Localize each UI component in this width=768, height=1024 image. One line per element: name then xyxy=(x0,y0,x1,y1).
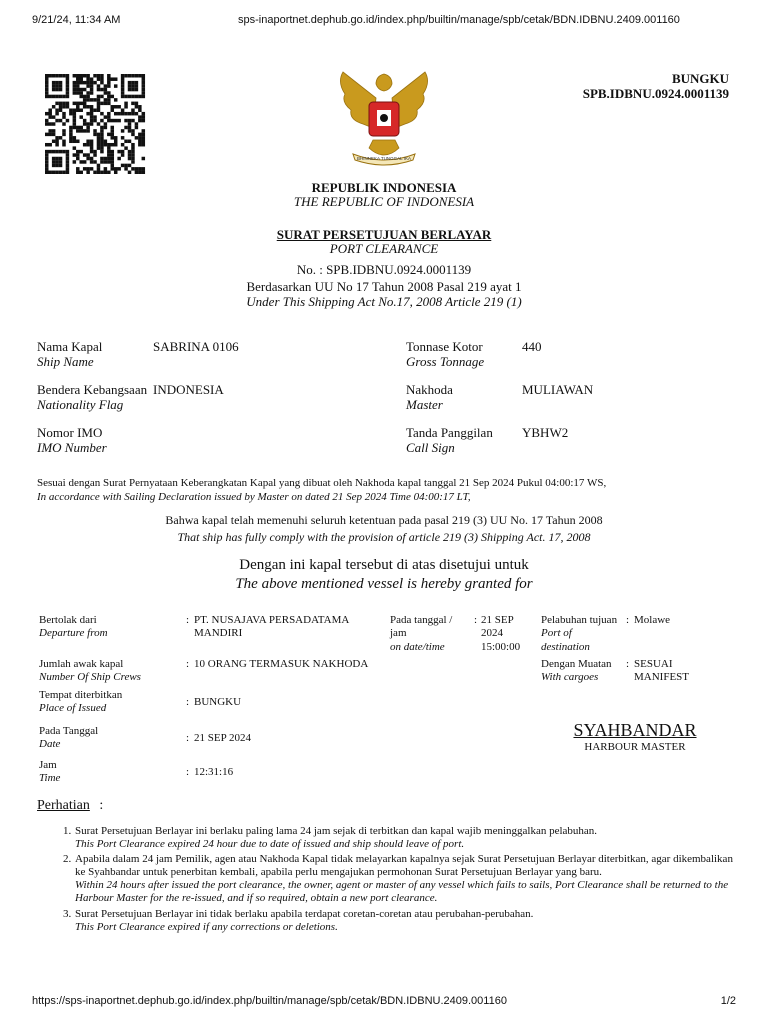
legal-basis: Berdasarkan UU No 17 Tahun 2008 Pasal 219 ayat 1 xyxy=(246,279,522,294)
country-title: REPUBLIK INDONESIA xyxy=(311,180,457,195)
date-label: Pada tanggal / xyxy=(390,614,453,626)
issue-date-label-en: Date xyxy=(39,738,61,750)
document-title-en: PORT CLEARANCE xyxy=(329,241,439,256)
call-sign-value: YBHW2 xyxy=(522,425,569,440)
issued-place-value: BUNGKU xyxy=(194,696,242,708)
issued-place-label: Tempat diterbitkan xyxy=(39,689,123,701)
print-url: sps-inaportnet.dephub.go.id/index.php/builtin/manage/spb/cetak/BDN.IDBNU.2409.001160 xyxy=(238,14,680,26)
date-colon: : xyxy=(474,614,478,626)
call-sign-label: Tanda Panggilan xyxy=(406,425,493,440)
cargo-colon: : xyxy=(626,658,630,670)
flag-label: Bendera Kebangsaan xyxy=(37,382,148,397)
time-colon: : xyxy=(186,766,190,778)
date-label-en: on date/time xyxy=(390,641,445,653)
flag-label-en: Nationality Flag xyxy=(37,397,124,412)
destination-label-en: Port of xyxy=(541,627,572,639)
destination-colon: : xyxy=(626,614,630,626)
declaration-text-en: In accordance with Sailing Declaration issued by Master on dated 21 Sep 2024 Time 04:00:17 LT, xyxy=(37,491,471,503)
print-datetime: 9/21/24, 11:34 AM xyxy=(32,14,121,26)
time-value: 12:31:16 xyxy=(194,766,234,778)
issue-date-label: Pada Tanggal xyxy=(39,725,99,737)
crew-value: 10 ORANG TERMASUK NAKHODA xyxy=(194,658,369,670)
issued-place-colon: : xyxy=(186,696,190,708)
note-number: 2. xyxy=(63,853,72,865)
destination-label: Pelabuhan tujuan xyxy=(541,614,618,626)
note-text-en: Within 24 hours after issued the port clearance, the owner, agent or master of any vessel which fails to sails, Port Clearance shall be returned to the Harbour Master for the re-issued, and if so required, obtain a new port clearance. xyxy=(75,879,729,904)
departure-year: 2024 xyxy=(481,627,503,639)
departure-time: 15:00:00 xyxy=(481,641,521,653)
declaration-text: Sesuai dengan Surat Pernyataan Keberangkatan Kapal yang dibuat oleh Nakhoda kapal tanggal 21 Sep 2024 Pukul 04:00:17 WS, xyxy=(37,477,607,489)
legal-basis-en: Under This Shipping Act No.17, 2008 Article 219 (1) xyxy=(246,294,522,309)
master-label: Nakhoda xyxy=(406,382,453,397)
harbour-master-title: SYAHBANDAR xyxy=(573,720,697,740)
cargo-value-line1: SESUAI xyxy=(634,658,673,670)
imo-label-en: IMO Number xyxy=(37,440,107,455)
departure-value-line2: MANDIRI xyxy=(194,627,243,639)
notes-heading-colon: : xyxy=(99,798,104,813)
crew-label-en: Number Of Ship Crews xyxy=(39,671,141,683)
cargo-label: Dengan Muatan xyxy=(541,658,612,670)
issue-date-value: 21 SEP 2024 xyxy=(194,732,252,744)
harbour-master-title-en: HARBOUR MASTER xyxy=(584,741,686,753)
svg-text:BHINNEKA TUNGGAL IKA: BHINNEKA TUNGGAL IKA xyxy=(356,156,412,161)
departure-colon: : xyxy=(186,614,190,626)
destination-label-en-2: destination xyxy=(541,641,590,653)
spb-number: SPB.IDBNU.0924.0001139 xyxy=(582,86,729,101)
note-item-3 xyxy=(63,908,735,934)
ship-name-label: Nama Kapal xyxy=(37,339,103,354)
country-title-en: THE REPUBLIC OF INDONESIA xyxy=(293,194,475,209)
crew-label: Jumlah awak kapal xyxy=(39,658,124,670)
master-value: MULIAWAN xyxy=(522,382,594,397)
grant-text: Dengan ini kapal tersebut di atas disetujui untuk xyxy=(239,557,529,573)
gross-tonnage-value: 440 xyxy=(522,339,542,354)
notes-heading-text: Perhatian xyxy=(37,798,90,813)
departure-label: Bertolak dari xyxy=(39,614,97,626)
imo-label: Nomor IMO xyxy=(37,425,103,440)
departure-label-en: Departure from xyxy=(39,627,108,639)
note-text: Surat Persetujuan Berlayar ini tidak berlaku apabila terdapat coretan-coretan atau perubahan-perubahan. xyxy=(75,908,534,920)
note-item-2 xyxy=(63,853,735,905)
note-text-en: This Port Clearance expired if any corrections or deletions. xyxy=(75,921,338,933)
crew-colon: : xyxy=(186,658,190,670)
note-text-en: This Port Clearance expired 24 hour due to date of issued and ship should leave of port. xyxy=(75,838,465,850)
note-number: 3. xyxy=(63,908,72,920)
gross-tonnage-label: Tonnase Kotor xyxy=(406,339,483,354)
issued-place-label-en: Place of Issued xyxy=(39,702,107,714)
destination-value: Molawe xyxy=(634,614,671,626)
compliance-text: Bahwa kapal telah memenuhi seluruh ketentuan pada pasal 219 (3) UU No. 17 Tahun 2008 xyxy=(165,513,603,527)
flag-value: INDONESIA xyxy=(153,382,224,397)
gross-tonnage-label-en: Gross Tonnage xyxy=(406,354,485,369)
departure-value-line1: PT. NUSAJAVA PERSADATAMA xyxy=(194,614,350,626)
note-text: Surat Persetujuan Berlayar ini berlaku paling lama 24 jam sejak di terbitkan dan kapal wajib meninggalkan pelabuhan. xyxy=(75,825,598,837)
qr-code xyxy=(42,74,148,174)
grant-text-en: The above mentioned vessel is hereby granted for xyxy=(235,576,533,592)
document-title: SURAT PERSETUJUAN BERLAYAR xyxy=(276,227,492,242)
port-name: BUNGKU xyxy=(671,71,729,86)
note-text: Apabila dalam 24 jam Pemilik, agen atau Nakhoda Kapal tidak melayarkan kapalnya sejak Surat Persetujuan Berlayar diterbitkan, agar dikembalikan ke Syahbandar untuk penerbitan kembali, apabila perlu mengajukan permohonan Surat Persetujuan Berlayar yang baru. xyxy=(75,853,733,878)
ship-name-label-en: Ship Name xyxy=(37,354,94,369)
date-label-2: jam xyxy=(390,627,407,639)
page-number: 1/2 xyxy=(720,995,736,1007)
issue-date-colon: : xyxy=(186,732,190,744)
time-label-en: Time xyxy=(39,772,61,784)
call-sign-label-en: Call Sign xyxy=(406,440,455,455)
cargo-value-line2: MANIFEST xyxy=(634,671,690,683)
time-label: Jam xyxy=(39,759,57,771)
note-item-1 xyxy=(63,825,735,851)
master-label-en: Master xyxy=(406,397,443,412)
document-number: No. : SPB.IDBNU.0924.0001139 xyxy=(296,262,472,277)
notes-heading xyxy=(37,797,103,814)
garuda-emblem-icon xyxy=(333,68,435,168)
footer-url: https://sps-inaportnet.dephub.go.id/index.php/builtin/manage/spb/cetak/BDN.IDBNU.2409.001160 xyxy=(32,995,507,1007)
cargo-label-en: With cargoes xyxy=(541,671,599,683)
departure-date: 21 SEP xyxy=(481,614,514,626)
note-number: 1. xyxy=(63,825,72,837)
compliance-text-en: That ship has fully comply with the provision of article 219 (3) Shipping Act. 17, 2008 xyxy=(177,530,591,544)
ship-name-value: SABRINA 0106 xyxy=(153,339,239,354)
